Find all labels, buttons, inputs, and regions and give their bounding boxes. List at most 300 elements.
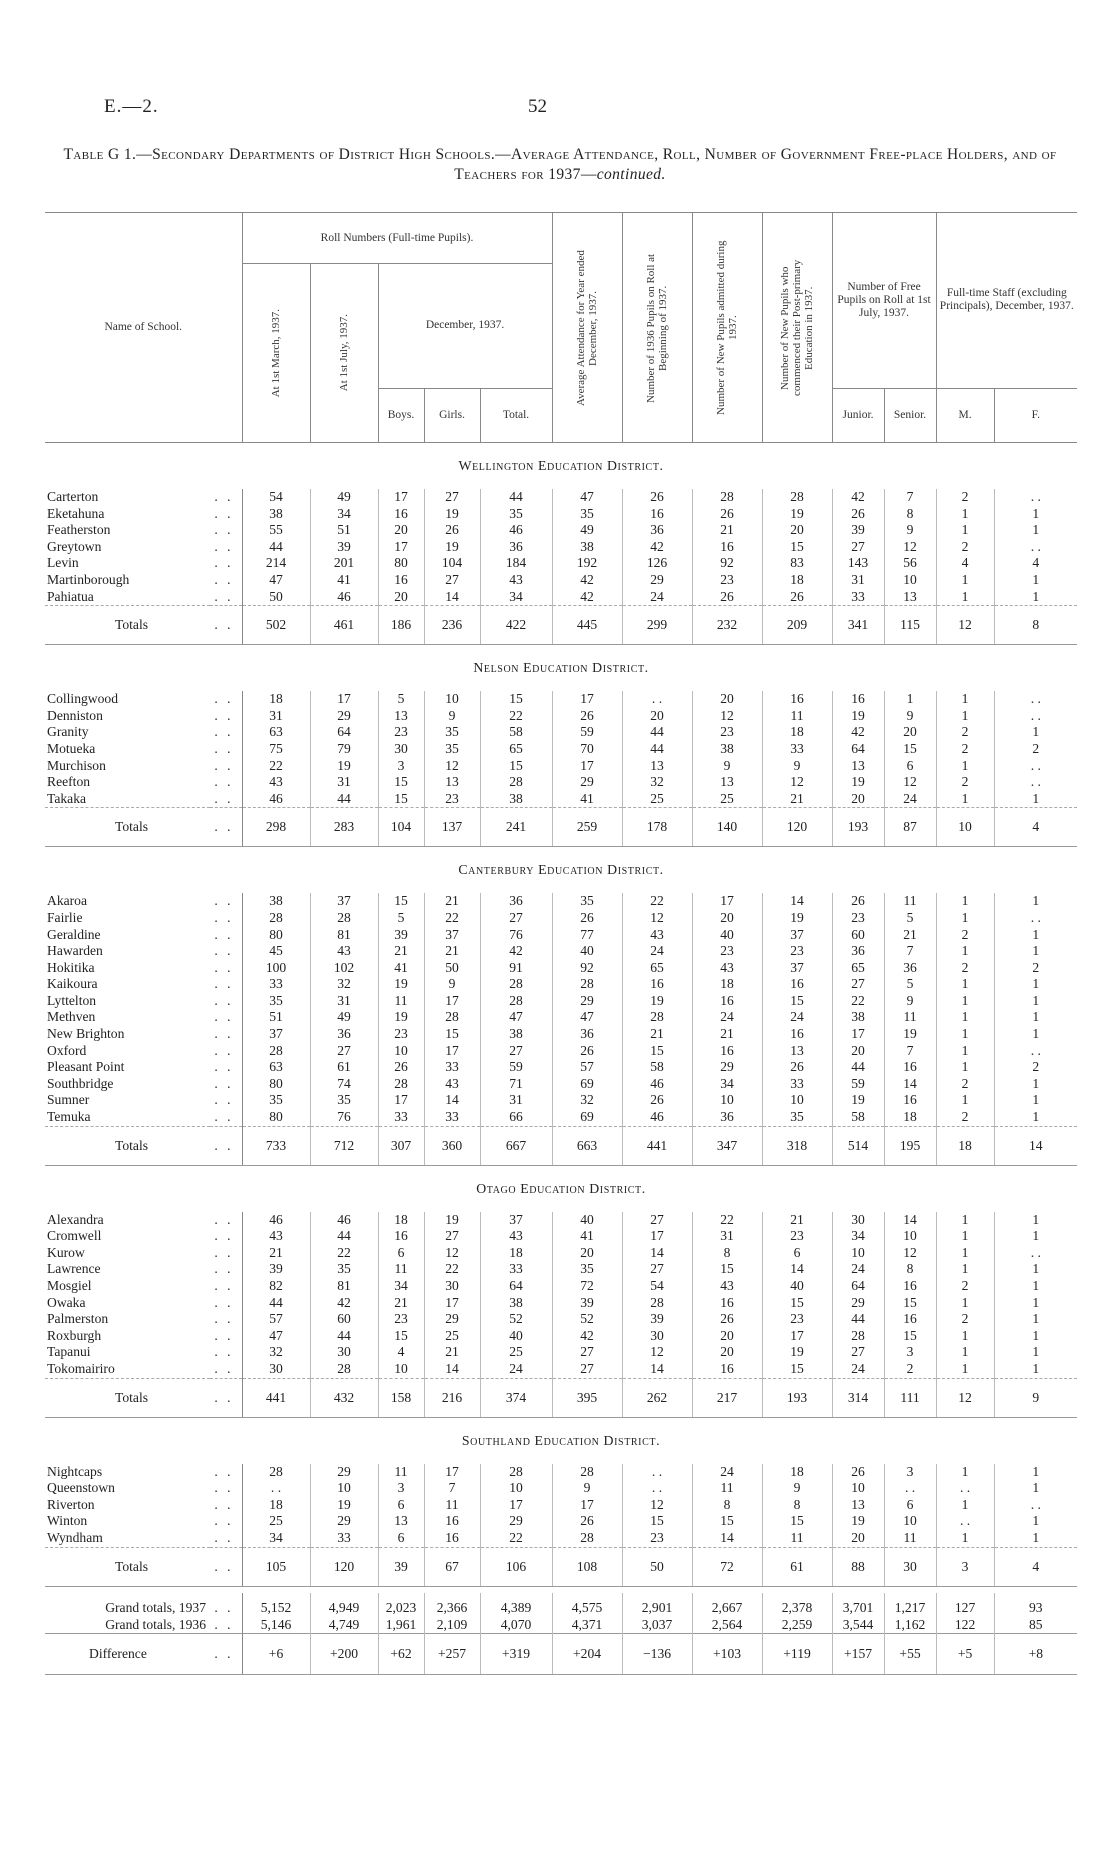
table-cell: 29	[552, 774, 622, 791]
table-cell: 58	[622, 1059, 692, 1076]
table-cell: 31	[832, 572, 884, 589]
leader-dots: . .	[210, 1593, 242, 1616]
table-cell: 16	[884, 1278, 936, 1295]
table-cell: 47	[552, 489, 622, 506]
table-cell: 2,109	[424, 1616, 480, 1634]
table-cell: 40	[692, 927, 762, 944]
table-cell: 232	[692, 606, 762, 645]
table-cell: 17	[310, 691, 378, 708]
leader-dots: . .	[210, 1497, 242, 1514]
table-cell: 1	[936, 1464, 994, 1481]
leader-dots: . .	[210, 927, 242, 944]
table-cell: 64	[480, 1278, 552, 1295]
leader-dots: . .	[210, 489, 242, 506]
table-cell: 4	[378, 1344, 424, 1361]
grand-totals-row	[45, 1616, 1077, 1634]
table-cell: 25	[622, 791, 692, 808]
table-cell: 19	[762, 910, 832, 927]
table-cell: 65	[832, 960, 884, 977]
leader-dots: . .	[210, 1059, 242, 1076]
row-label: Grand totals, 1937	[105, 1599, 206, 1615]
leader-dots: . .	[210, 910, 242, 927]
table-cell: 36	[832, 943, 884, 960]
table-cell: 57	[552, 1059, 622, 1076]
table-cell: 10	[884, 572, 936, 589]
table-cell: . .	[622, 691, 692, 708]
table-cell: 15	[762, 1361, 832, 1378]
table-cell: 8	[884, 1261, 936, 1278]
table-cell: 2	[936, 1076, 994, 1093]
table-cell: 25	[480, 1344, 552, 1361]
leader-dots: . .	[210, 960, 242, 977]
table-cell: 1	[1032, 1075, 1040, 1091]
table-cell: 2	[936, 1311, 994, 1328]
table-cell: 23	[692, 724, 762, 741]
table-cell: 12	[936, 606, 994, 645]
table-cell: 28	[480, 774, 552, 791]
table-cell: 37	[310, 893, 378, 910]
page-number: 52	[528, 96, 547, 117]
table-cell: 2	[936, 774, 994, 791]
table-cell: 14	[762, 893, 832, 910]
table-cell: 1	[936, 1228, 994, 1245]
leader-dots: . .	[210, 589, 242, 606]
table-cell: 1	[1032, 1228, 1040, 1244]
table-cell: 22	[424, 1261, 480, 1278]
table-cell: 16	[692, 539, 762, 556]
table-cell: 733	[242, 1126, 310, 1165]
table-cell: 236	[424, 606, 480, 645]
table-cell: 5	[378, 910, 424, 927]
table-cell: 37	[242, 1026, 310, 1043]
table-cell: 58	[480, 724, 552, 741]
table-cell: 25	[424, 1328, 480, 1345]
table-cell: 18	[936, 1126, 994, 1165]
table-cell: 60	[832, 927, 884, 944]
table-cell: 1	[936, 708, 994, 725]
table-cell: 14	[994, 1126, 1077, 1165]
table-cell: 10	[884, 1513, 936, 1530]
table-cell: 38	[480, 1295, 552, 1312]
school-row	[45, 724, 1077, 741]
table-cell: 1	[936, 1328, 994, 1345]
table-cell: 21	[242, 1245, 310, 1262]
table-cell: 184	[480, 555, 552, 572]
table-cell: 461	[310, 606, 378, 645]
table-cell: +62	[378, 1633, 424, 1674]
table-cell: 115	[884, 606, 936, 645]
school-row	[45, 1228, 1077, 1245]
table-cell: 216	[424, 1378, 480, 1417]
table-cell: 314	[832, 1378, 884, 1417]
table-cell: 35	[552, 1261, 622, 1278]
table-cell: 26	[832, 1464, 884, 1481]
table-cell: 19	[884, 1026, 936, 1043]
header-average-attendance: Average Attendance for Year ended December, 1937.	[552, 213, 622, 443]
table-cell: 44	[310, 791, 378, 808]
table-cell: 158	[378, 1378, 424, 1417]
table-cell: 1	[1032, 1211, 1040, 1227]
school-row	[45, 539, 1077, 556]
row-label: Carterton	[47, 489, 99, 504]
table-cell: 3	[378, 1480, 424, 1497]
school-row	[45, 1311, 1077, 1328]
table-cell: 1	[936, 1009, 994, 1026]
district-totals-row	[45, 808, 1077, 847]
table-cell: 46	[242, 1212, 310, 1229]
school-row	[45, 1026, 1077, 1043]
table-cell: 29	[480, 1513, 552, 1530]
row-label: Akaroa	[47, 893, 88, 909]
table-cell: 17	[552, 1497, 622, 1514]
table-cell: 8	[762, 1497, 832, 1514]
table-cell: 111	[884, 1378, 936, 1417]
row-label: New Brighton	[47, 1026, 125, 1042]
table-cell: 1	[1032, 1480, 1040, 1496]
table-cell: 28	[832, 1328, 884, 1345]
table-cell: 502	[242, 606, 310, 645]
school-row	[45, 1043, 1077, 1060]
table-cell: 18	[242, 1497, 310, 1514]
table-cell: 11	[884, 1530, 936, 1547]
district-heading-row	[45, 847, 1077, 894]
table-title-continued: continued.	[596, 166, 666, 183]
header-girls: Girls.	[424, 388, 480, 442]
table-cell: 11	[378, 1464, 424, 1481]
leader-dots: . .	[210, 691, 242, 708]
school-row	[45, 506, 1077, 523]
table-cell: 2	[936, 489, 994, 506]
table-cell: 43	[692, 960, 762, 977]
row-label: Takaka	[47, 790, 87, 806]
table-cell: 17	[692, 893, 762, 910]
table-cell: 14	[622, 1361, 692, 1378]
table-cell: 30	[622, 1328, 692, 1345]
table-cell: 72	[552, 1278, 622, 1295]
leader-dots: . .	[210, 1480, 242, 1497]
leader-dots: . .	[210, 724, 242, 741]
table-cell: 36	[884, 960, 936, 977]
table-cell: 12	[762, 774, 832, 791]
table-cell: 1	[1032, 1513, 1040, 1529]
school-row	[45, 708, 1077, 725]
table-cell: 37	[424, 927, 480, 944]
table-cell: 43	[480, 1228, 552, 1245]
table-cell: 83	[762, 555, 832, 572]
table-cell: 34	[242, 1530, 310, 1547]
table-cell: 1	[936, 943, 994, 960]
table-cell: 29	[832, 1295, 884, 1312]
table-cell: 2	[936, 539, 994, 556]
table-cell: +204	[552, 1633, 622, 1674]
table-cell: 29	[692, 1059, 762, 1076]
table-cell: 35	[424, 724, 480, 741]
table-cell: 201	[310, 555, 378, 572]
row-label: Nightcaps	[47, 1463, 103, 1479]
table-cell: 2,564	[692, 1616, 762, 1634]
table-cell: 27	[424, 489, 480, 506]
table-cell: 13	[692, 774, 762, 791]
table-cell: 92	[692, 555, 762, 572]
district-heading-row	[45, 1417, 1077, 1464]
table-cell: 54	[622, 1278, 692, 1295]
table-cell: 70	[552, 741, 622, 758]
district-heading: Nelson Education District.	[473, 660, 649, 676]
table-cell: 16	[378, 572, 424, 589]
row-label: Southbridge	[47, 1075, 114, 1091]
row-label: Lawrence	[47, 1261, 101, 1277]
table-cell: 24	[622, 589, 692, 606]
table-cell: 38	[480, 1026, 552, 1043]
table-cell: 1	[884, 691, 936, 708]
header-male: M.	[936, 388, 994, 442]
table-cell: 15	[762, 1513, 832, 1530]
table-cell: 38	[552, 539, 622, 556]
table-cell: 18	[762, 724, 832, 741]
table-cell: 14	[692, 1530, 762, 1547]
table-cell: 27	[552, 1361, 622, 1378]
table-cell: 299	[622, 606, 692, 645]
table-cell: . .	[1030, 691, 1041, 707]
table-cell: 19	[762, 1344, 832, 1361]
table-cell: 10	[832, 1480, 884, 1497]
row-label: Levin	[47, 555, 79, 571]
table-cell: 241	[480, 808, 552, 847]
table-cell: 19	[378, 976, 424, 993]
table-cell: 10	[762, 1092, 832, 1109]
table-cell: 4,389	[480, 1593, 552, 1616]
table-cell: 26	[378, 1059, 424, 1076]
table-cell: 24	[692, 1009, 762, 1026]
table-cell: 20	[832, 1530, 884, 1547]
table-cell: 1	[1032, 1463, 1040, 1479]
table-cell: 19	[832, 774, 884, 791]
table-cell: 31	[480, 1092, 552, 1109]
table-cell: 21	[424, 1344, 480, 1361]
district-totals-row	[45, 1547, 1077, 1586]
school-row	[45, 741, 1077, 758]
table-body	[45, 443, 1077, 1675]
table-cell: 1	[936, 1497, 994, 1514]
school-row	[45, 1261, 1077, 1278]
row-label: Sumner	[47, 1092, 90, 1108]
table-cell: 26	[692, 506, 762, 523]
table-cell: 51	[310, 522, 378, 539]
row-label: Fairlie	[47, 909, 83, 925]
table-cell: 17	[552, 691, 622, 708]
table-cell: 11	[378, 993, 424, 1010]
table-cell: 24	[480, 1361, 552, 1378]
leader-dots: . .	[210, 1043, 242, 1060]
table-cell: 15	[622, 1513, 692, 1530]
table-cell: 19	[832, 1513, 884, 1530]
table-cell: 22	[692, 1212, 762, 1229]
table-cell: 32	[310, 976, 378, 993]
table-cell: 21	[762, 791, 832, 808]
table-cell: . .	[1030, 909, 1041, 925]
table-cell: 46	[310, 1212, 378, 1229]
table-cell: 18	[762, 572, 832, 589]
table-cell: 23	[378, 724, 424, 741]
table-cell: 33	[242, 976, 310, 993]
table-cell: 4,070	[480, 1616, 552, 1634]
table-cell: 27	[832, 539, 884, 556]
school-row	[45, 1109, 1077, 1126]
header-december: December, 1937.	[378, 264, 552, 389]
table-cell: 3	[936, 1547, 994, 1586]
leader-dots: . .	[210, 555, 242, 572]
table-cell: 9	[994, 1378, 1077, 1417]
table-cell: 11	[762, 1530, 832, 1547]
table-cell: 17	[622, 1228, 692, 1245]
table-cell: 21	[378, 943, 424, 960]
table-cell: 15	[480, 691, 552, 708]
table-cell: 72	[692, 1547, 762, 1586]
table-cell: 2	[936, 1109, 994, 1126]
table-cell: 10	[310, 1480, 378, 1497]
table-cell: 35	[242, 993, 310, 1010]
table-cell: −136	[622, 1633, 692, 1674]
table-cell: 347	[692, 1126, 762, 1165]
table-cell: 1	[1032, 1344, 1040, 1360]
table-cell: 32	[622, 774, 692, 791]
table-cell: 20	[378, 589, 424, 606]
table-cell: 66	[480, 1109, 552, 1126]
table-cell: 16	[762, 691, 832, 708]
table-cell: 28	[310, 1361, 378, 1378]
table-cell: . .	[884, 1480, 936, 1497]
leader-dots: . .	[210, 1126, 242, 1165]
table-cell: 102	[310, 960, 378, 977]
table-cell: 9	[762, 758, 832, 775]
table-cell: 20	[622, 708, 692, 725]
table-cell: 1	[1032, 505, 1040, 521]
table-cell: 4,949	[310, 1593, 378, 1616]
table-cell: . .	[1030, 1496, 1041, 1512]
table-cell: 49	[310, 489, 378, 506]
table-cell: 15	[884, 1295, 936, 1312]
row-label: Kurow	[47, 1244, 85, 1260]
table-cell: 5,146	[242, 1616, 310, 1634]
table-cell: 37	[762, 927, 832, 944]
table-cell: . .	[622, 1480, 692, 1497]
table-cell: 1	[1032, 1261, 1040, 1277]
table-title-main: Table G 1.—Secondary Departments of District High Schools.—Average Attendance, Roll, Number of Government Free-place Holders, and of Teachers for 1937—	[63, 146, 1057, 183]
table-cell: 26	[762, 1059, 832, 1076]
table-cell: 22	[832, 993, 884, 1010]
table-cell: 1	[1032, 1327, 1040, 1343]
table-cell: 43	[622, 927, 692, 944]
leader-dots: . .	[210, 893, 242, 910]
table-cell: 24	[692, 1464, 762, 1481]
table-cell: 74	[310, 1076, 378, 1093]
table-cell: 16	[762, 976, 832, 993]
table-cell: 22	[622, 893, 692, 910]
table-cell: 28	[480, 1464, 552, 1481]
table-cell: . .	[622, 1464, 692, 1481]
table-cell: 3	[378, 758, 424, 775]
table-cell: 16	[692, 1361, 762, 1378]
table-cell: 80	[242, 1076, 310, 1093]
table-cell: 17	[378, 539, 424, 556]
table-cell: 23	[378, 1026, 424, 1043]
district-heading: Canterbury Education District.	[458, 862, 664, 878]
leader-dots: . .	[210, 993, 242, 1010]
table-cell: 49	[310, 1009, 378, 1026]
table-cell: 35	[762, 1109, 832, 1126]
table-cell: 39	[622, 1311, 692, 1328]
table-cell: 69	[552, 1109, 622, 1126]
grand-totals-row	[45, 1593, 1077, 1616]
table-cell: 42	[480, 943, 552, 960]
row-label: Reefton	[47, 774, 91, 790]
table-cell: 43	[242, 1228, 310, 1245]
district-heading: Otago Education District.	[476, 1180, 646, 1196]
table-cell: 11	[884, 893, 936, 910]
school-row	[45, 943, 1077, 960]
table-cell: 31	[242, 708, 310, 725]
school-row	[45, 572, 1077, 589]
table-cell: 25	[242, 1513, 310, 1530]
row-label: Greytown	[47, 538, 102, 554]
table-cell: 17	[378, 1092, 424, 1109]
table-cell: 26	[832, 893, 884, 910]
table-cell: 61	[310, 1059, 378, 1076]
row-label: Temuka	[47, 1109, 91, 1125]
table-cell: 46	[480, 522, 552, 539]
table-cell: 1	[1032, 790, 1040, 806]
table-cell: 54	[242, 489, 310, 506]
table-cell: . .	[1030, 1244, 1041, 1260]
table-cell: 26	[762, 589, 832, 606]
table-cell: 17	[832, 1026, 884, 1043]
table-cell: 39	[378, 1547, 424, 1586]
table-cell: 47	[552, 1009, 622, 1026]
table-cell: 35	[552, 893, 622, 910]
table-cell: 24	[762, 1009, 832, 1026]
table-cell: 11	[424, 1497, 480, 1514]
row-label: Totals	[45, 606, 210, 645]
district-heading-row	[45, 1165, 1077, 1212]
district-heading-row	[45, 645, 1077, 692]
table-cell: 120	[762, 808, 832, 847]
table-cell: 36	[692, 1109, 762, 1126]
table-cell: 64	[832, 1278, 884, 1295]
table-cell: 64	[832, 741, 884, 758]
table-cell: 25	[692, 791, 762, 808]
table-cell: 21	[424, 893, 480, 910]
table-cell: 432	[310, 1378, 378, 1417]
table-cell: 195	[884, 1126, 936, 1165]
table-cell: . .	[936, 1513, 994, 1530]
table-cell: 15	[378, 893, 424, 910]
table-cell: 11	[692, 1480, 762, 1497]
table-cell: 15	[884, 741, 936, 758]
table-cell: +55	[884, 1633, 936, 1674]
table-cell: 120	[310, 1547, 378, 1586]
header-roll-numbers: Roll Numbers (Full-time Pupils).	[242, 213, 552, 264]
row-label: Mosgiel	[47, 1278, 92, 1293]
table-cell: 34	[692, 1076, 762, 1093]
table-cell: 47	[242, 572, 310, 589]
table-cell: 127	[936, 1593, 994, 1616]
table-cell: 26	[552, 1513, 622, 1530]
table-cell: 4	[994, 1547, 1077, 1586]
table-cell: 33	[378, 1109, 424, 1126]
table-cell: 1	[1032, 992, 1040, 1008]
table-cell: 28	[622, 1295, 692, 1312]
table-cell: 6	[378, 1530, 424, 1547]
